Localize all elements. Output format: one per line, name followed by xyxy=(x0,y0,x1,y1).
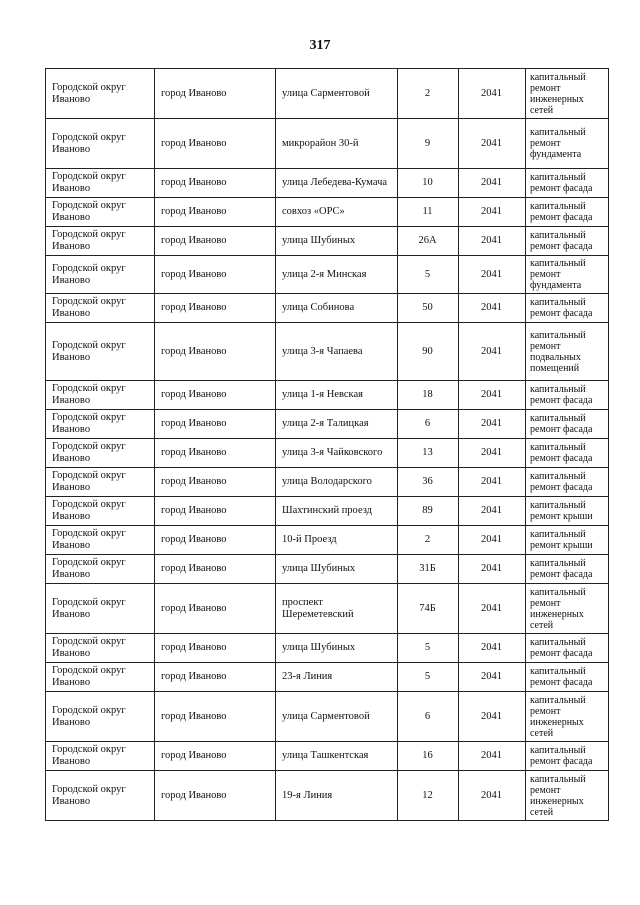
house-number-cell: 12 xyxy=(398,771,459,821)
street-cell: улица 1-я Невская xyxy=(276,381,398,410)
house-number-cell: 2 xyxy=(398,526,459,555)
year-cell: 2041 xyxy=(459,119,526,169)
locality-cell: город Иваново xyxy=(155,256,276,294)
work-type-cell: капитальный ремонт фасада xyxy=(526,410,609,439)
work-type-cell: капитальный ремонт инженерных сетей xyxy=(526,584,609,634)
year-cell: 2041 xyxy=(459,526,526,555)
house-number-cell: 2 xyxy=(398,69,459,119)
table-row xyxy=(46,634,609,663)
locality-cell: город Иваново xyxy=(155,663,276,692)
municipality-cell: Городской округ Иваново xyxy=(46,468,155,497)
work-type-cell: капитальный ремонт фасада xyxy=(526,742,609,771)
year-cell: 2041 xyxy=(459,771,526,821)
work-type-cell: капитальный ремонт инженерных сетей xyxy=(526,771,609,821)
municipality-cell: Городской округ Иваново xyxy=(46,584,155,634)
table-row xyxy=(46,526,609,555)
street-cell: проспект Шереметевский xyxy=(276,584,398,634)
street-cell: улица Шубиных xyxy=(276,634,398,663)
work-type-cell: капитальный ремонт фасада xyxy=(526,439,609,468)
house-number-cell: 11 xyxy=(398,198,459,227)
locality-cell: город Иваново xyxy=(155,69,276,119)
work-type-cell: капитальный ремонт фасада xyxy=(526,169,609,198)
work-type-cell: капитальный ремонт крыши xyxy=(526,526,609,555)
work-type-cell: капитальный ремонт крыши xyxy=(526,497,609,526)
street-cell: улица 2-я Минская xyxy=(276,256,398,294)
street-cell: 19-я Линия xyxy=(276,771,398,821)
year-cell: 2041 xyxy=(459,69,526,119)
work-type-cell: капитальный ремонт фундамента xyxy=(526,256,609,294)
locality-cell: город Иваново xyxy=(155,410,276,439)
municipality-cell: Городской округ Иваново xyxy=(46,69,155,119)
municipality-cell: Городской округ Иваново xyxy=(46,256,155,294)
locality-cell: город Иваново xyxy=(155,771,276,821)
table-row xyxy=(46,323,609,381)
table-row xyxy=(46,169,609,198)
street-cell: улица Ташкентская xyxy=(276,742,398,771)
house-number-cell: 18 xyxy=(398,381,459,410)
table-row xyxy=(46,468,609,497)
house-number-cell: 5 xyxy=(398,256,459,294)
year-cell: 2041 xyxy=(459,497,526,526)
table-row xyxy=(46,256,609,294)
house-number-cell: 16 xyxy=(398,742,459,771)
locality-cell: город Иваново xyxy=(155,227,276,256)
work-type-cell: капитальный ремонт инженерных сетей xyxy=(526,692,609,742)
table-row xyxy=(46,294,609,323)
work-type-cell: капитальный ремонт инженерных сетей xyxy=(526,69,609,119)
locality-cell: город Иваново xyxy=(155,584,276,634)
house-number-cell: 6 xyxy=(398,692,459,742)
house-number-cell: 74Б xyxy=(398,584,459,634)
year-cell: 2041 xyxy=(459,323,526,381)
street-cell: улица Шубиных xyxy=(276,227,398,256)
table-row xyxy=(46,555,609,584)
house-number-cell: 50 xyxy=(398,294,459,323)
street-cell: улица Сарментовой xyxy=(276,69,398,119)
street-cell: улица Сарментовой xyxy=(276,692,398,742)
street-cell: улица Собинова xyxy=(276,294,398,323)
locality-cell: город Иваново xyxy=(155,381,276,410)
work-type-cell: капитальный ремонт фасада xyxy=(526,198,609,227)
house-number-cell: 26А xyxy=(398,227,459,256)
municipality-cell: Городской округ Иваново xyxy=(46,497,155,526)
registry-body xyxy=(46,69,609,821)
house-number-cell: 9 xyxy=(398,119,459,169)
locality-cell: город Иваново xyxy=(155,323,276,381)
table-row xyxy=(46,69,609,119)
house-number-cell: 5 xyxy=(398,663,459,692)
municipality-cell: Городской округ Иваново xyxy=(46,410,155,439)
locality-cell: город Иваново xyxy=(155,742,276,771)
municipality-cell: Городской округ Иваново xyxy=(46,439,155,468)
table-row xyxy=(46,742,609,771)
work-type-cell: капитальный ремонт фундамента xyxy=(526,119,609,169)
locality-cell: город Иваново xyxy=(155,634,276,663)
street-cell: улица 3-я Чайковского xyxy=(276,439,398,468)
municipality-cell: Городской округ Иваново xyxy=(46,227,155,256)
municipality-cell: Городской округ Иваново xyxy=(46,198,155,227)
house-number-cell: 6 xyxy=(398,410,459,439)
work-type-cell: капитальный ремонт подвальных помещений xyxy=(526,323,609,381)
table-row xyxy=(46,410,609,439)
table-row xyxy=(46,663,609,692)
year-cell: 2041 xyxy=(459,584,526,634)
year-cell: 2041 xyxy=(459,198,526,227)
municipality-cell: Городской округ Иваново xyxy=(46,119,155,169)
work-type-cell: капитальный ремонт фасада xyxy=(526,634,609,663)
year-cell: 2041 xyxy=(459,555,526,584)
year-cell: 2041 xyxy=(459,742,526,771)
municipality-cell: Городской округ Иваново xyxy=(46,555,155,584)
work-type-cell: капитальный ремонт фасада xyxy=(526,381,609,410)
house-number-cell: 31Б xyxy=(398,555,459,584)
locality-cell: город Иваново xyxy=(155,169,276,198)
municipality-cell: Городской округ Иваново xyxy=(46,169,155,198)
street-cell: улица 3-я Чапаева xyxy=(276,323,398,381)
street-cell: улица Лебедева-Кумача xyxy=(276,169,398,198)
page-number: 317 xyxy=(309,38,331,53)
work-type-cell: капитальный ремонт фасада xyxy=(526,468,609,497)
house-number-cell: 36 xyxy=(398,468,459,497)
table-row xyxy=(46,771,609,821)
year-cell: 2041 xyxy=(459,663,526,692)
work-type-cell: капитальный ремонт фасада xyxy=(526,555,609,584)
locality-cell: город Иваново xyxy=(155,692,276,742)
table-row xyxy=(46,198,609,227)
locality-cell: город Иваново xyxy=(155,468,276,497)
street-cell: улица Володарского xyxy=(276,468,398,497)
house-number-cell: 89 xyxy=(398,497,459,526)
street-cell: совхоз «ОРС» xyxy=(276,198,398,227)
locality-cell: город Иваново xyxy=(155,526,276,555)
municipality-cell: Городской округ Иваново xyxy=(46,692,155,742)
municipality-cell: Городской округ Иваново xyxy=(46,294,155,323)
year-cell: 2041 xyxy=(459,381,526,410)
locality-cell: город Иваново xyxy=(155,294,276,323)
locality-cell: город Иваново xyxy=(155,439,276,468)
repair-registry-table xyxy=(45,68,609,821)
municipality-cell: Городской округ Иваново xyxy=(46,663,155,692)
house-number-cell: 5 xyxy=(398,634,459,663)
year-cell: 2041 xyxy=(459,169,526,198)
year-cell: 2041 xyxy=(459,227,526,256)
year-cell: 2041 xyxy=(459,410,526,439)
year-cell: 2041 xyxy=(459,439,526,468)
house-number-cell: 90 xyxy=(398,323,459,381)
year-cell: 2041 xyxy=(459,294,526,323)
street-cell: микрорайон 30-й xyxy=(276,119,398,169)
year-cell: 2041 xyxy=(459,256,526,294)
table-row xyxy=(46,381,609,410)
table-row xyxy=(46,439,609,468)
table-row xyxy=(46,119,609,169)
table-row xyxy=(46,497,609,526)
street-cell: Шахтинский проезд xyxy=(276,497,398,526)
street-cell: 10-й Проезд xyxy=(276,526,398,555)
locality-cell: город Иваново xyxy=(155,119,276,169)
work-type-cell: капитальный ремонт фасада xyxy=(526,663,609,692)
street-cell: улица Шубиных xyxy=(276,555,398,584)
work-type-cell: капитальный ремонт фасада xyxy=(526,294,609,323)
year-cell: 2041 xyxy=(459,634,526,663)
table-row xyxy=(46,584,609,634)
locality-cell: город Иваново xyxy=(155,497,276,526)
table-row xyxy=(46,692,609,742)
street-cell: 23-я Линия xyxy=(276,663,398,692)
municipality-cell: Городской округ Иваново xyxy=(46,526,155,555)
house-number-cell: 10 xyxy=(398,169,459,198)
locality-cell: город Иваново xyxy=(155,198,276,227)
municipality-cell: Городской округ Иваново xyxy=(46,742,155,771)
street-cell: улица 2-я Талицкая xyxy=(276,410,398,439)
municipality-cell: Городской округ Иваново xyxy=(46,771,155,821)
house-number-cell: 13 xyxy=(398,439,459,468)
municipality-cell: Городской округ Иваново xyxy=(46,634,155,663)
municipality-cell: Городской округ Иваново xyxy=(46,323,155,381)
locality-cell: город Иваново xyxy=(155,555,276,584)
municipality-cell: Городской округ Иваново xyxy=(46,381,155,410)
year-cell: 2041 xyxy=(459,468,526,497)
year-cell: 2041 xyxy=(459,692,526,742)
work-type-cell: капитальный ремонт фасада xyxy=(526,227,609,256)
table-row xyxy=(46,227,609,256)
